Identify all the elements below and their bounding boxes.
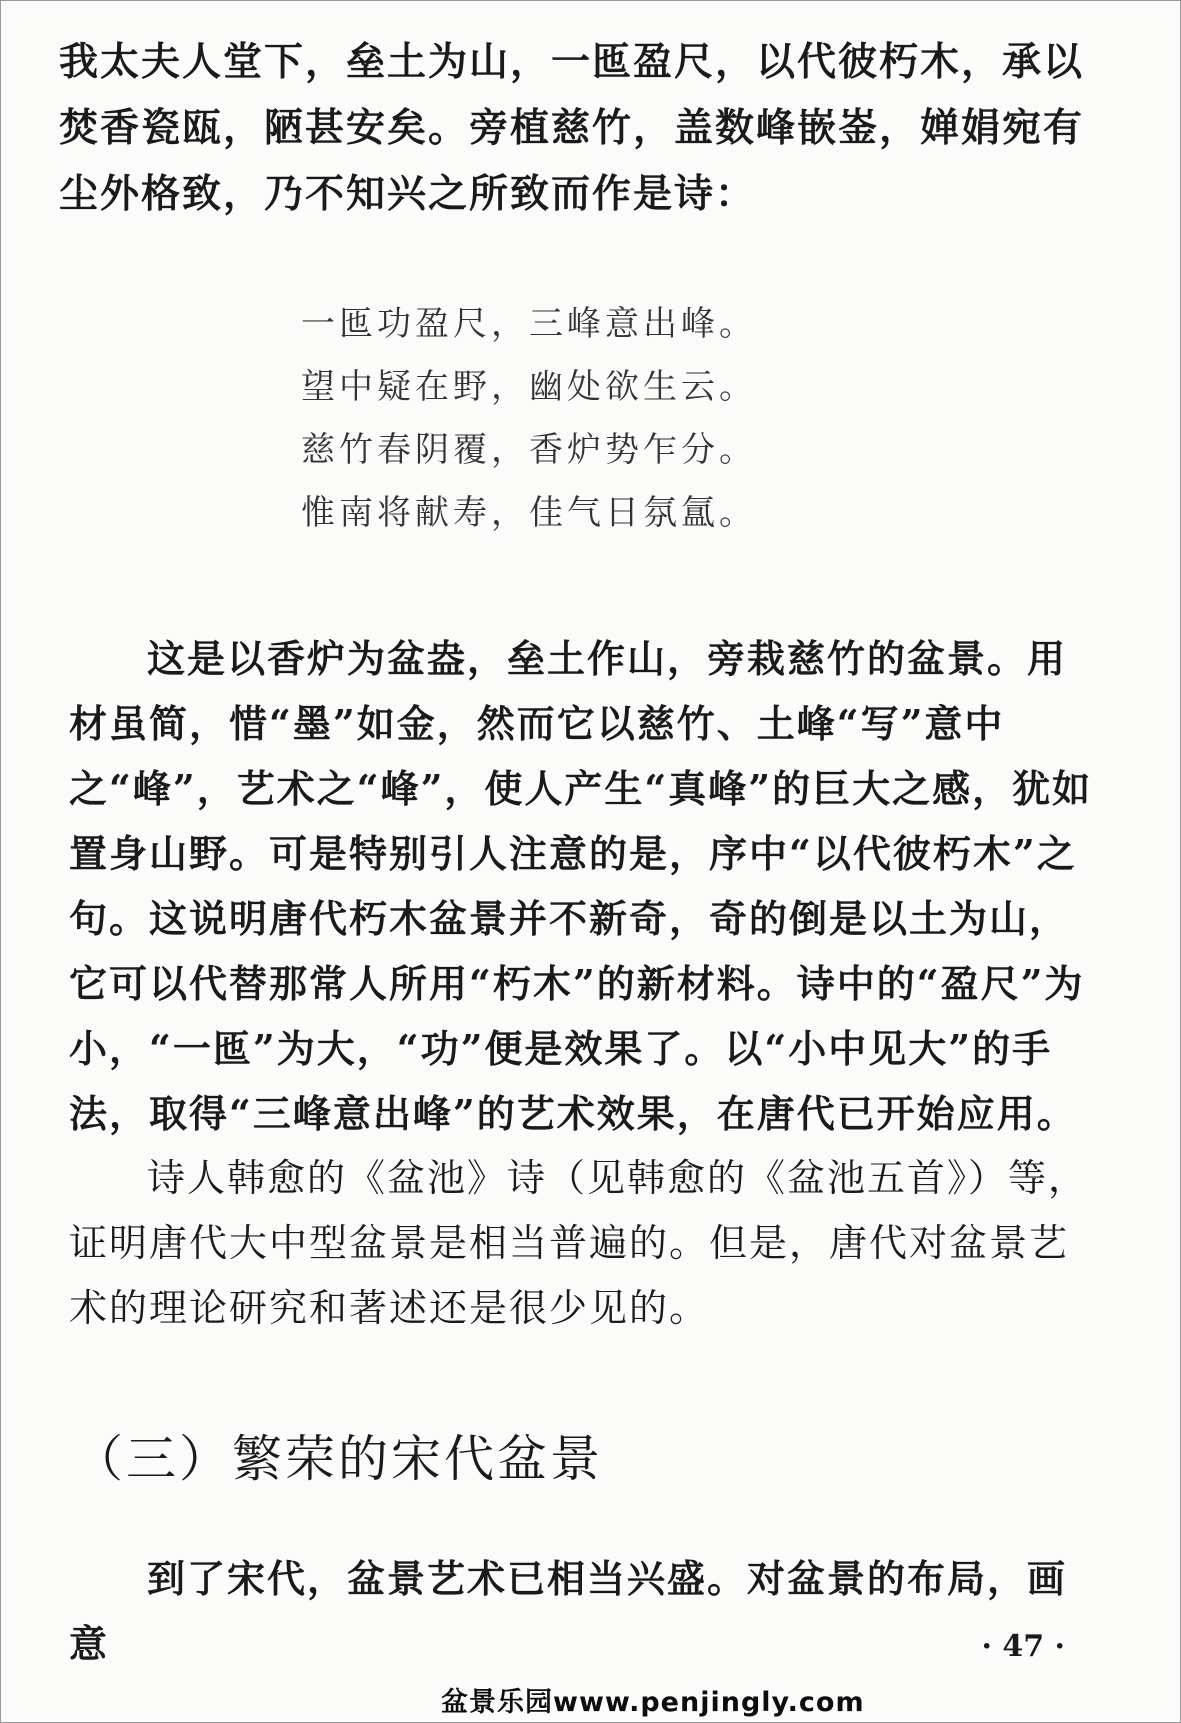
poem <box>301 293 801 545</box>
poem-line: 惟南将献寿，佳气日氛氲。 <box>301 493 757 533</box>
section-title: （三）繁荣的宋代盆景 <box>73 1430 603 1488</box>
page-number: · 47 · <box>981 1629 1065 1664</box>
poem-line: 望中疑在野，幽处欲生云。 <box>301 367 757 407</box>
body-paragraph-2: 诗人韩愈的《盆池》诗（见韩愈的《盆池五首》）等，证明唐代大中型盆景是相当普遍的。但是，唐代对盆景艺术的理论研究和著述还是很少见的。 <box>69 1156 1089 1330</box>
poem-line: 慈竹春阴覆，香炉势乍分。 <box>301 430 757 470</box>
site-watermark: 盆景乐园www.penjingly.com <box>441 1687 865 1718</box>
intro-paragraph: 我太夫人堂下，垒土为山，一匜盈尺，以代彼朽木，承以焚香瓷瓯，陋甚安矣。旁植慈竹，盖数峰嵌崟，婵娟宛有尘外格致，乃不知兴之所致而作是诗： <box>59 39 1085 217</box>
body-paragraph-1: 这是以香炉为盆盎，垒土作山，旁栽慈竹的盆景。用材虽简，惜“墨”如金，然而它以慈竹、土峰“写”意中之“峰”，艺术之“峰”，使人产生“真峰”的巨大之感，犹如置身山野。可是特别引人注意的是，序中“以代彼朽木”之句。这说明唐代朽木盆景并不新奇，奇的倒是以土为山，它可以代替那常人所用“朽木”的新材料。诗中的“盈尺”为小，“一匜”为大，“功”便是效果了。以“小中见大”的手法，取得“三峰意出峰”的艺术效果，在唐代已开始应用。 <box>69 636 1093 1136</box>
poem-line: 一匜功盈尺，三峰意出峰。 <box>301 304 757 344</box>
body-paragraph-3: 到了宋代，盆景艺术已相当兴盛。对盆景的布局，画意 <box>69 1556 1068 1666</box>
